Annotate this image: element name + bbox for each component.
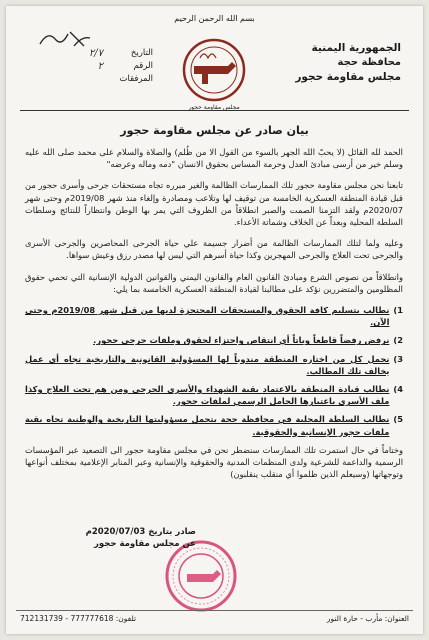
logo-caption: مجلس مقاومة حجور xyxy=(188,104,240,111)
basmala: بسم الله الرحمن الرحيم xyxy=(174,14,255,23)
demand-text: نطالب السلطة المحلية في محافظة حجة بتحمل مسؤوليتها التاريخية والوطنية تجاه بقية ملفات حجور الإنسانية والحقوقية. xyxy=(25,414,390,437)
demand-text: نرفض رفضاً قاطعاً وباتاً أي انتقاص واحتزاء لحقوق وملفات جرحى حجور. xyxy=(93,335,390,346)
demand-number: 5) xyxy=(393,414,403,425)
demand-text: نطالب بتسليم كافة الحقوق والمستحقات المحتجزة لديها من قبل شهر 2019/08م وحتى الآن. xyxy=(25,305,390,328)
attachments-row xyxy=(58,74,153,87)
date-value: ٢/٧ xyxy=(88,48,103,59)
demand-number: 1) xyxy=(393,305,403,316)
demand-number: 4) xyxy=(393,384,403,395)
footer-divider xyxy=(16,610,413,611)
paragraph-1: الحمد لله القائل (لا يحبّ الله الجهر بالسوء من القول الا من ظُلم) والصلاة والسلام على محمد صلى الله عليه وسلم خير من أرسى مبادئ العدل وحرمة المساس بحقوق الانسان "دمه وماله وعرضه" xyxy=(25,147,403,170)
signature-block xyxy=(76,526,196,550)
demand-item xyxy=(25,413,403,437)
number-row xyxy=(58,61,153,74)
document-page xyxy=(6,6,423,634)
header-divider xyxy=(20,110,409,111)
footer-address: العنوان: مأرب - حارة النور xyxy=(326,614,409,623)
letterhead-right xyxy=(281,42,401,83)
footer xyxy=(6,614,423,623)
demand-number: 2) xyxy=(393,335,403,346)
council-logo xyxy=(166,36,262,108)
attachments-label: المرفقات xyxy=(119,74,153,84)
statement-body xyxy=(25,146,403,489)
governorate-name: محافظة حجة xyxy=(337,57,401,68)
republic-name: الجمهورية اليمنية xyxy=(311,42,401,54)
footer-phone: تلفون: 777777618 - 712131739 xyxy=(20,614,137,623)
demand-item xyxy=(25,334,403,346)
demand-item xyxy=(25,383,403,407)
paragraph-3: وعليه ولما لتلك الممارسات الظالمة من أضرار جسيمة علي حياة الجرحى المحاصرين والجرحى الأسرى والجرحى تحت العلاج والجرحى المهجرين وكذا حياة أسرهم التي ليس لها مصدر رزق وعيش سواها. xyxy=(25,238,403,261)
issuer-name: عن مجلس مقاومة حجور xyxy=(94,539,196,549)
demands-list xyxy=(25,304,403,438)
demand-text: نطالب قيادة المنطقة بالاعتماد بقية الشهداء والأسرى الجرحى ومن هم تحت العلاج وكذا ملف الأسرى باعتبارها الحامل الرسمي لملفات حجور. xyxy=(25,384,390,407)
number-value: ٢ xyxy=(97,61,103,72)
demand-item xyxy=(25,353,403,377)
date-label: التاريخ xyxy=(130,48,153,58)
demand-number: 3) xyxy=(393,353,403,364)
issue-date: صادر بتاريخ 2020/07/03م xyxy=(85,527,196,537)
council-name: مجلس مقاومة حجور xyxy=(295,71,401,83)
number-label: الرقم xyxy=(133,61,153,71)
paragraph-2: تابعنا نحن مجلس مقاومة حجور تلك الممارسات الظالمة والغير مبرره تجاه مستحقات جرحى وأسرى حجور من قبل قيادة المنطقة العسكرية الخامسة من توقيف لها وتلاعب ومصادرة وإلغاء منذ شهر 2019/08م وحتى شهر 2020/07م ولقد التزمنا الصمت والصبر انطلاقاً من الظروف التي يمر بها الوطن وانتظاراً للنتائج وسلطات السلطة المحلية وبعداً عن الخلاف وشماتة الأعداء. xyxy=(25,180,403,228)
closing-paragraph: وختاماً في حال استمرت تلك الممارسات سنضطر نحن في مجلس مقاومة حجور الى التصعيد عبر المؤسسات الرسمية والداعمة للشرعية ولدى المنظمات المدنية والحقوقية والإنسانية وعبر المنابر الإعلامية بمختلف أنواعها وتوجهاتها (وسيعلم الذين ظلموا أي منقلب ينقلبون) xyxy=(25,444,403,480)
demand-item xyxy=(25,304,403,328)
demand-text: نحمل كل من اختاره المنطقة مندوباً لها المسؤولية القانونية والتاريخية تجاه أي عمل يخالف تلك المطالب. xyxy=(25,353,390,376)
paragraph-4: وانطلاقاً من نصوص الشرع ومبادئ القانون العام والقانون اليمني والقوانين الدولية الإنسانية التي تحمي حقوق المظلومين والمتضررين نؤكد على مطالبنا لقيادة المنطقة العسكرية الخامسة بما يلي: xyxy=(25,271,403,294)
date-row xyxy=(58,48,153,61)
reference-block xyxy=(58,48,153,87)
statement-title: بيان صادر عن مجلس مقاومة حجور xyxy=(120,124,309,137)
